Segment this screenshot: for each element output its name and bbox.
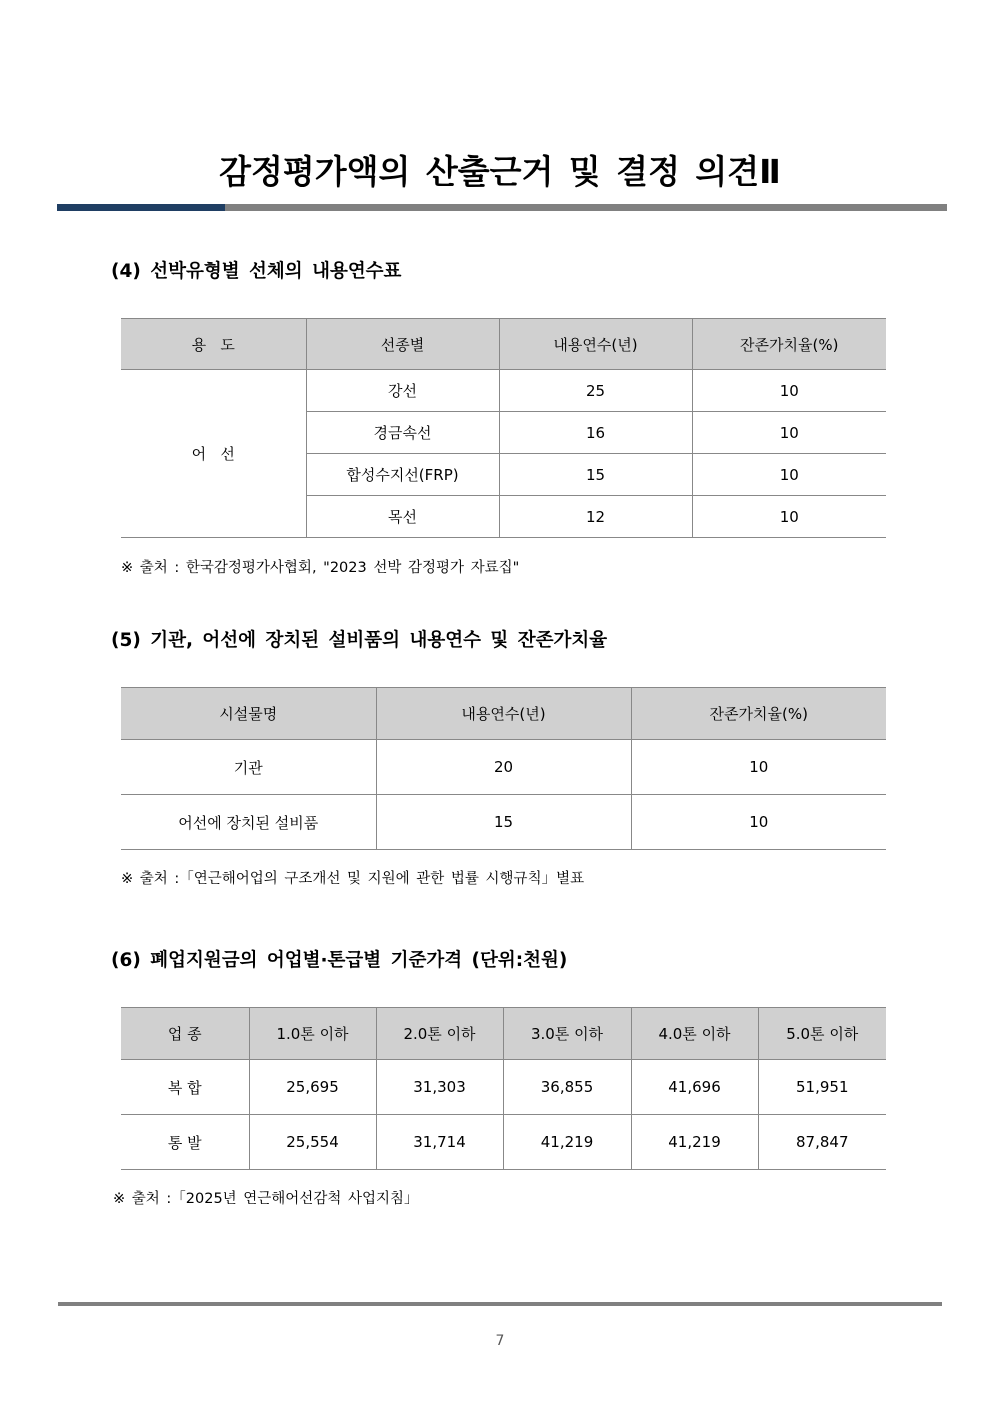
cell-price: 87,847	[758, 1115, 886, 1170]
cell-residual-rate: 10	[692, 496, 886, 538]
vessel-lifespan-table	[121, 318, 886, 538]
header-residual-rate: 잔존가치율(%)	[631, 688, 886, 740]
header-useful-life: 내용연수(년)	[499, 319, 692, 370]
closure-subsidy-table	[121, 1007, 886, 1170]
cell-vessel-type: 목선	[306, 496, 499, 538]
cell-price: 36,855	[503, 1060, 631, 1115]
cell-residual-rate: 10	[631, 740, 886, 795]
header-vessel-type: 선종별	[306, 319, 499, 370]
header-residual-rate: 잔존가치율(%)	[692, 319, 886, 370]
page-number: 7	[495, 1333, 505, 1349]
section-4-heading: (4) 선박유형별 선체의 내용연수표	[111, 261, 402, 282]
cell-vessel-type: 경금속선	[306, 412, 499, 454]
cell-fishery-type: 통 발	[121, 1115, 249, 1170]
section-5-heading: (5) 기관, 어선에 장치된 설비품의 내용연수 및 잔존가치율	[111, 630, 608, 651]
title-rule-accent	[57, 204, 225, 211]
cell-price: 41,696	[631, 1060, 758, 1115]
cell-useful-life: 15	[499, 454, 692, 496]
equipment-lifespan-table	[121, 687, 886, 850]
cell-useful-life: 16	[499, 412, 692, 454]
header-facility-name: 시설물명	[121, 688, 376, 740]
header-tonnage-3: 3.0톤 이하	[503, 1008, 631, 1060]
cell-vessel-type: 합성수지선(FRP)	[306, 454, 499, 496]
cell-price: 25,695	[249, 1060, 376, 1115]
cell-vessel-type: 강선	[306, 370, 499, 412]
cell-price: 51,951	[758, 1060, 886, 1115]
header-tonnage-2: 2.0톤 이하	[376, 1008, 503, 1060]
cell-residual-rate: 10	[692, 454, 886, 496]
cell-useful-life: 20	[376, 740, 631, 795]
section-6-source: ※ 출처 :「2025년 연근해어선감척 사업지침」	[113, 1191, 419, 1207]
table-header-row	[121, 319, 886, 370]
header-useful-life: 내용연수(년)	[376, 688, 631, 740]
header-tonnage-4: 4.0톤 이하	[631, 1008, 758, 1060]
cell-price: 31,714	[376, 1115, 503, 1170]
cell-residual-rate: 10	[692, 412, 886, 454]
cell-useful-life: 25	[499, 370, 692, 412]
table-row	[121, 1060, 886, 1115]
section-4-source: ※ 출처 : 한국감정평가사협회, "2023 선박 감정평가 자료집"	[121, 560, 520, 576]
header-usage: 용 도	[121, 319, 306, 370]
header-tonnage-5: 5.0톤 이하	[758, 1008, 886, 1060]
section-6-heading: (6) 폐업지원금의 어업별·톤급별 기준가격 (단위:천원)	[111, 950, 568, 971]
cell-useful-life: 15	[376, 795, 631, 850]
table-row	[121, 740, 886, 795]
table-row	[121, 1115, 886, 1170]
section-5-source: ※ 출처 :「연근해어업의 구조개선 및 지원에 관한 법률 시행규칙」별표	[121, 871, 585, 887]
cell-price: 25,554	[249, 1115, 376, 1170]
cell-useful-life: 12	[499, 496, 692, 538]
table-row	[121, 370, 886, 412]
cell-price: 41,219	[631, 1115, 758, 1170]
cell-residual-rate: 10	[631, 795, 886, 850]
table-row	[121, 795, 886, 850]
header-tonnage-1: 1.0톤 이하	[249, 1008, 376, 1060]
table-header-row	[121, 688, 886, 740]
cell-residual-rate: 10	[692, 370, 886, 412]
cell-price: 31,303	[376, 1060, 503, 1115]
title-rule	[57, 204, 947, 211]
group-label-fishing-vessel: 어 선	[121, 370, 306, 538]
table-header-row	[121, 1008, 886, 1060]
page-title: 감정평가액의 산출근거 및 결정 의견Ⅱ	[219, 152, 781, 191]
cell-fishery-type: 복 합	[121, 1060, 249, 1115]
cell-price: 41,219	[503, 1115, 631, 1170]
footer-rule	[58, 1302, 942, 1306]
cell-facility-name: 어선에 장치된 설비품	[121, 795, 376, 850]
cell-facility-name: 기관	[121, 740, 376, 795]
header-fishery-type: 업 종	[121, 1008, 249, 1060]
